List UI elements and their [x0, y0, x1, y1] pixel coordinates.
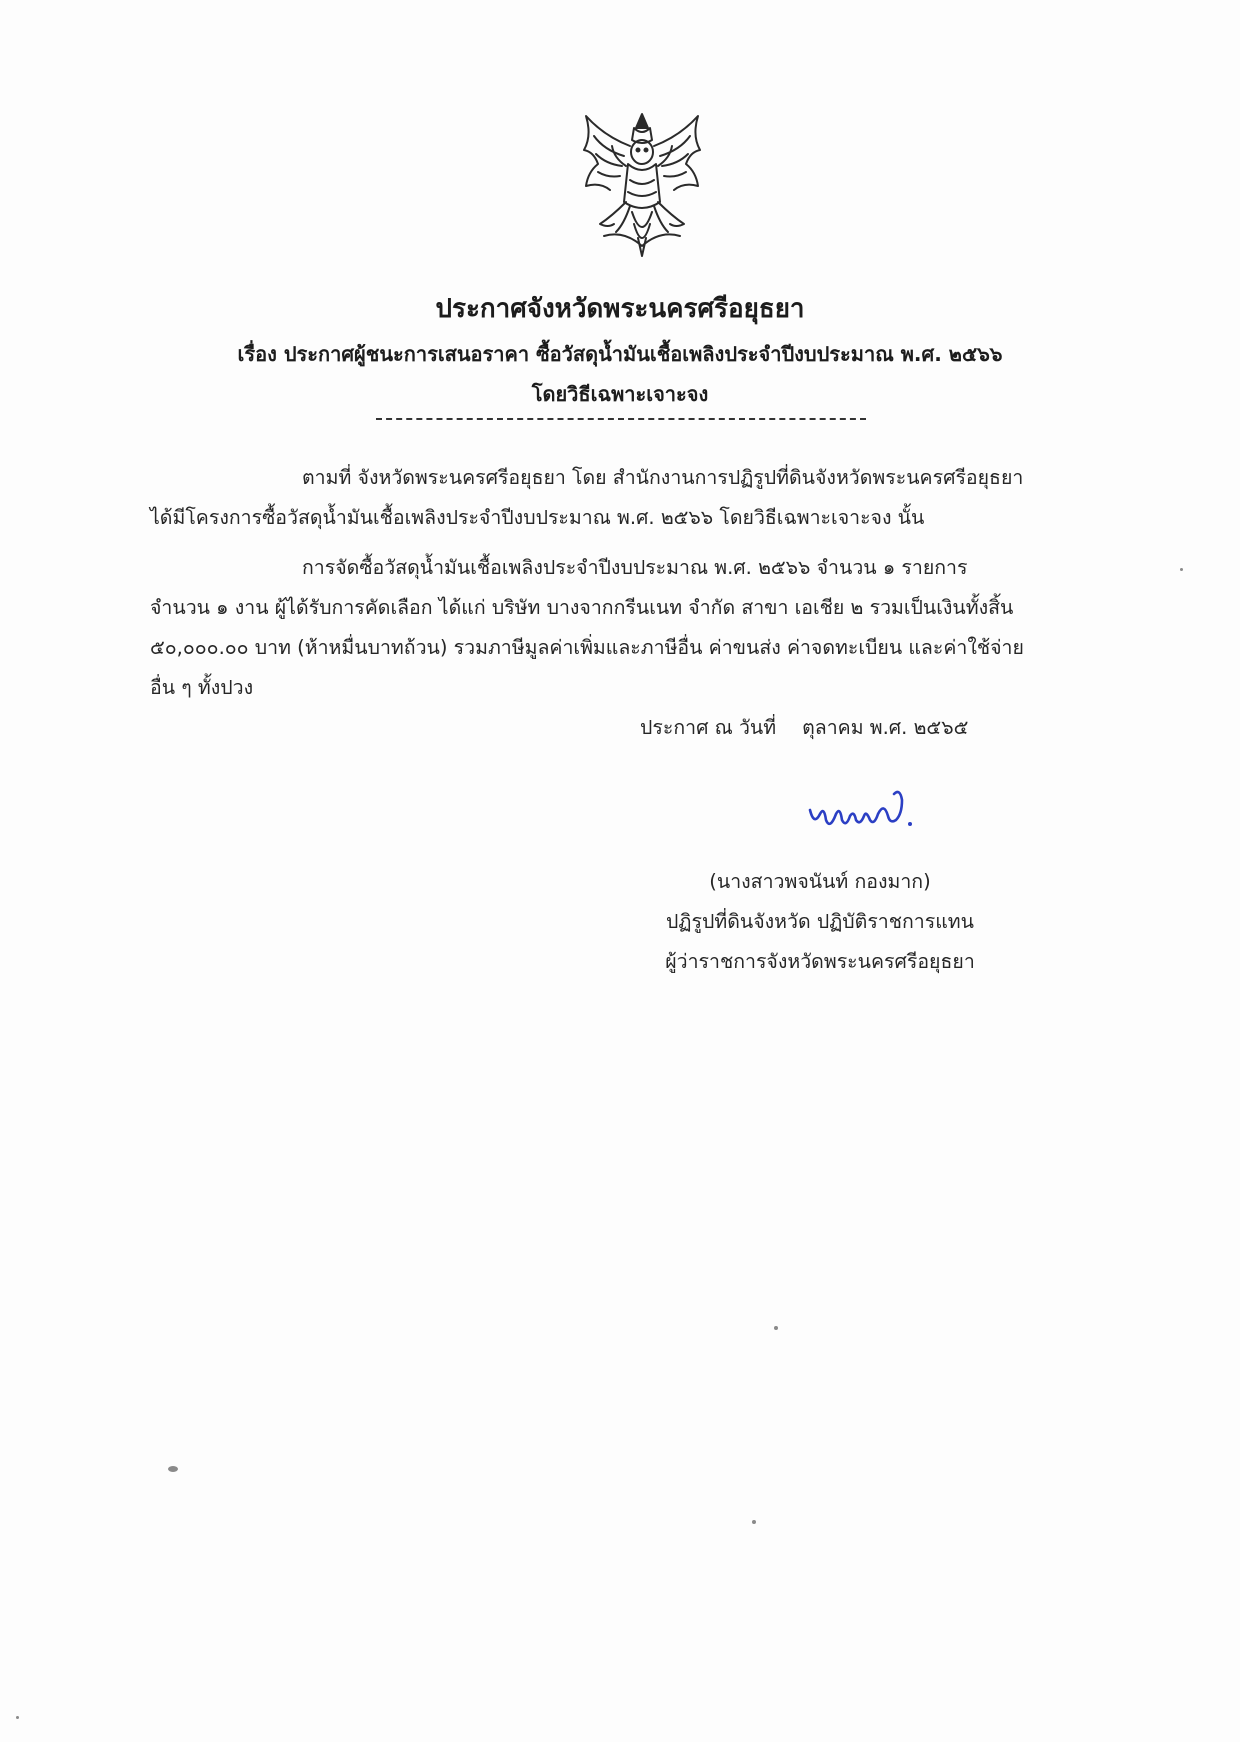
handwritten-signature-icon: [806, 780, 926, 836]
signer-name: (นางสาวพจนันท์ กองมาก): [709, 870, 931, 893]
paragraph-2: [150, 548, 1094, 708]
date-value: ตุลาคม พ.ศ. ๒๕๖๕: [802, 716, 969, 739]
paragraph-line: จำนวน ๑ งาน ผู้ได้รับการคัดเลือก ได้แก่ บริษัท บางจากกรีนเนท จำกัด สาขา เอเชีย ๒ รวมเป็นเงินทั้งสิ้น: [150, 596, 1014, 619]
scan-speck: [774, 1326, 778, 1330]
scan-speck: [1180, 568, 1183, 571]
announcement-title: ประกาศจังหวัดพระนครศรีอยุธยา: [435, 294, 805, 324]
announcement-date: [640, 712, 968, 743]
paragraph-line: ได้มีโครงการซื้อวัสดุน้ำมันเชื้อเพลิงประจำปีงบประมาณ พ.ศ. ๒๕๖๖ โดยวิธีเฉพาะเจาะจง นั้น: [150, 506, 925, 529]
paragraph-line: ตามที่ จังหวัดพระนครศรีอยุธยา โดย สำนักงานการปฏิรูปที่ดินจังหวัดพระนครศรีอยุธยา: [302, 466, 1024, 489]
paragraph-1: [150, 458, 1094, 538]
paragraph-line: ๕๐,๐๐๐.๐๐ บาท (ห้าหมื่นบาทถ้วน) รวมภาษีมูลค่าเพิ่มและภาษีอื่น ค่าขนส่ง ค่าจดทะเบียน และค่าใช้จ่าย: [150, 636, 1024, 659]
announcement-subject: เรื่อง ประกาศผู้ชนะการเสนอราคา ซื้อวัสดุน้ำมันเชื้อเพลิงประจำปีงบประมาณ พ.ศ. ๒๕๖๖: [237, 342, 1003, 366]
dashed-divider: [376, 418, 866, 420]
paragraph-line: อื่น ๆ ทั้งปวง: [150, 676, 254, 699]
garuda-emblem-icon: [564, 106, 720, 266]
procurement-method: โดยวิธีเฉพาะเจาะจง: [531, 382, 709, 406]
scan-speck: [752, 1520, 756, 1524]
signer-position: ปฏิรูปที่ดินจังหวัด ปฏิบัติราชการแทน: [666, 910, 974, 933]
paragraph-line: การจัดซื้อวัสดุน้ำมันเชื้อเพลิงประจำปีงบประมาณ พ.ศ. ๒๕๖๖ จำนวน ๑ รายการ: [302, 556, 968, 579]
scan-speck: [168, 1466, 178, 1472]
scan-speck: [16, 1716, 19, 1719]
signer-office: ผู้ว่าราชการจังหวัดพระนครศรีอยุธยา: [665, 950, 975, 973]
date-prefix: ประกาศ ณ วันที่: [640, 716, 777, 739]
